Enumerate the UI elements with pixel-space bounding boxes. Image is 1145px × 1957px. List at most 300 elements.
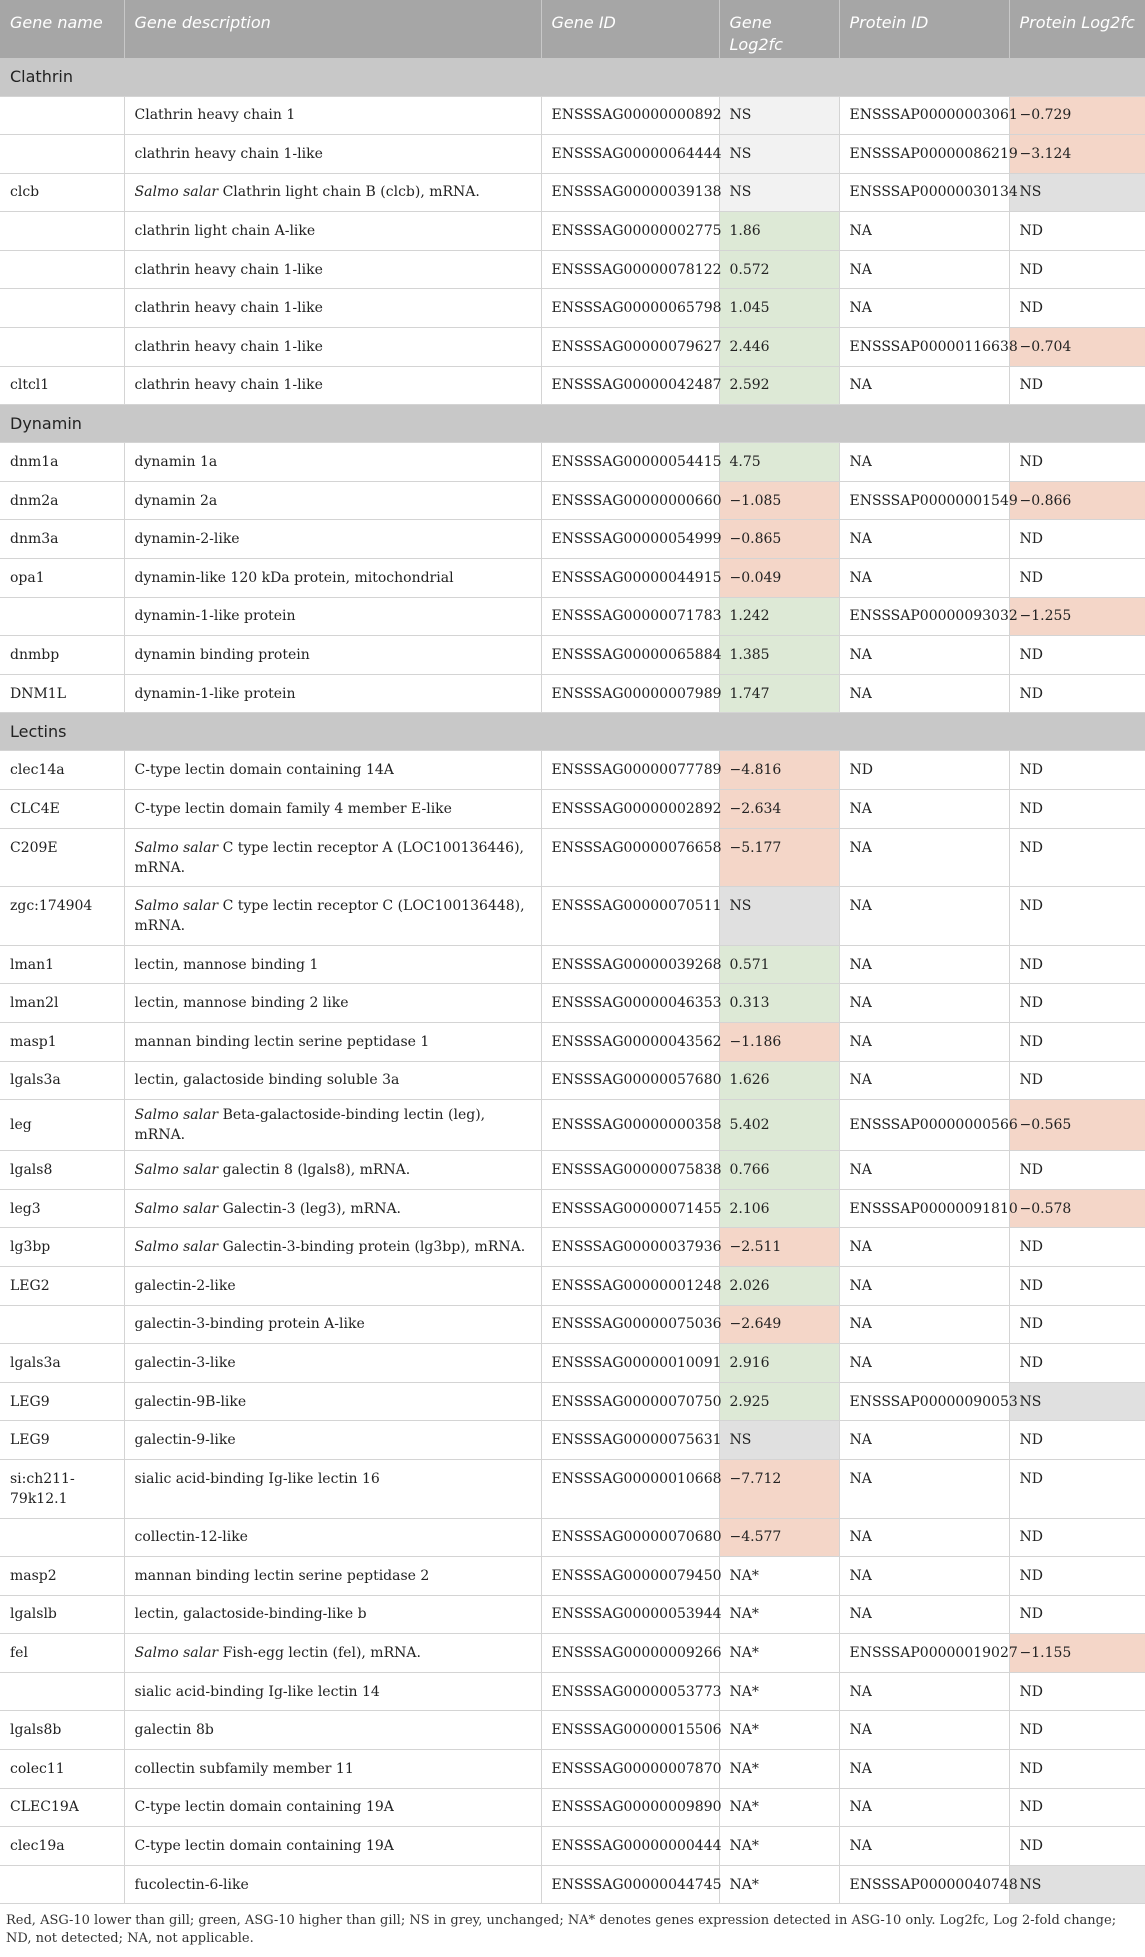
protein-id-cell: ENSSSAP00000040748 (839, 1865, 1009, 1904)
gene-log2fc-cell: 1.242 (719, 597, 839, 636)
gene-description-cell (124, 1022, 541, 1061)
protein-id-cell: NA (839, 1305, 1009, 1344)
species-name: Salmo salar (134, 898, 219, 915)
gene-id-cell: ENSSSAG00000054999 (541, 520, 719, 559)
gene-description-cell (124, 1865, 541, 1904)
gene-name-cell: dnm2a (0, 481, 124, 520)
protein-log2fc-cell: ND (1009, 443, 1145, 482)
gene-name-cell: DNM1L (0, 674, 124, 713)
header-gene-id: Gene ID (541, 0, 719, 58)
protein-log2fc-cell: ND (1009, 1022, 1145, 1061)
protein-id-cell: NA (839, 443, 1009, 482)
gene-name-cell (0, 1672, 124, 1711)
gene-log2fc-cell: 0.313 (719, 984, 839, 1023)
gene-log2fc-cell: NA* (719, 1788, 839, 1827)
table-row (0, 674, 1145, 713)
protein-id-cell: NA (839, 790, 1009, 829)
gene-description-cell (124, 1382, 541, 1421)
protein-id-cell: NA (839, 1595, 1009, 1634)
gene-description-text: lectin, galactoside binding soluble 3a (134, 1072, 400, 1089)
gene-name-cell (0, 1518, 124, 1557)
gene-description-cell (124, 1228, 541, 1267)
species-name: Salmo salar (134, 1645, 219, 1662)
protein-id-cell: ENSSSAP00000090053 (839, 1382, 1009, 1421)
table-row (0, 790, 1145, 829)
gene-name-cell: LEG2 (0, 1266, 124, 1305)
gene-description-text: dynamin 1a (134, 454, 218, 471)
gene-description-cell (124, 481, 541, 520)
protein-id-cell: NA (839, 559, 1009, 598)
table-row (0, 366, 1145, 405)
protein-id-cell: NA (839, 1459, 1009, 1518)
protein-id-cell: ND (839, 751, 1009, 790)
gene-log2fc-cell: 2.106 (719, 1189, 839, 1228)
protein-id-cell: NA (839, 674, 1009, 713)
gene-description-text: C-type lectin domain containing 19A (134, 1799, 394, 1816)
table-row (0, 1151, 1145, 1190)
gene-description-text: dynamin 2a (134, 492, 218, 509)
table-row (0, 1061, 1145, 1100)
protein-id-cell: NA (839, 984, 1009, 1023)
gene-id-cell: ENSSSAG00000065798 (541, 289, 719, 328)
gene-name-cell (0, 597, 124, 636)
gene-log2fc-cell: 1.045 (719, 289, 839, 328)
protein-log2fc-cell: ND (1009, 1595, 1145, 1634)
protein-id-cell: ENSSSAP00000030134 (839, 173, 1009, 212)
species-name: Salmo salar (134, 1107, 219, 1124)
gene-log2fc-cell: 2.592 (719, 366, 839, 405)
protein-log2fc-cell: ND (1009, 751, 1145, 790)
table-row (0, 173, 1145, 212)
gene-id-cell: ENSSSAG00000000660 (541, 481, 719, 520)
gene-description-text: galectin-3-like (134, 1354, 236, 1371)
table-row (0, 96, 1145, 135)
table-row (0, 443, 1145, 482)
gene-description-text: clathrin heavy chain 1-like (134, 261, 323, 278)
gene-name-cell: lg3bp (0, 1228, 124, 1267)
gene-log2fc-cell: 2.446 (719, 328, 839, 367)
gene-id-cell: ENSSSAG00000044745 (541, 1865, 719, 1904)
gene-description-cell (124, 1827, 541, 1866)
gene-description-text: Galectin-3-binding protein (lg3bp), mRNA. (222, 1239, 526, 1256)
table-row (0, 751, 1145, 790)
gene-log2fc-cell: −7.712 (719, 1459, 839, 1518)
gene-log2fc-cell: −1.186 (719, 1022, 839, 1061)
gene-name-cell: C209E (0, 828, 124, 887)
protein-id-cell: NA (839, 945, 1009, 984)
gene-log2fc-cell: NA* (719, 1865, 839, 1904)
gene-id-cell: ENSSSAG00000046353 (541, 984, 719, 1023)
protein-id-cell: NA (839, 366, 1009, 405)
table-row (0, 250, 1145, 289)
protein-log2fc-cell: ND (1009, 1061, 1145, 1100)
gene-name-cell: CLC4E (0, 790, 124, 829)
gene-name-cell (0, 328, 124, 367)
section-title: Lectins (0, 713, 1145, 751)
protein-log2fc-cell: ND (1009, 1750, 1145, 1789)
table-row (0, 887, 1145, 946)
table-row (0, 1344, 1145, 1383)
gene-description-cell (124, 1344, 541, 1383)
gene-name-cell: lgalslb (0, 1595, 124, 1634)
protein-id-cell: NA (839, 289, 1009, 328)
gene-name-cell: clec14a (0, 751, 124, 790)
gene-description-cell (124, 790, 541, 829)
gene-description-text: Clathrin heavy chain 1 (134, 107, 296, 124)
gene-name-cell: cltcl1 (0, 366, 124, 405)
gene-description-cell (124, 674, 541, 713)
gene-log2fc-cell: −4.816 (719, 751, 839, 790)
section-row (0, 713, 1145, 751)
gene-id-cell: ENSSSAG00000000444 (541, 1827, 719, 1866)
species-name: Salmo salar (134, 839, 219, 856)
table-row (0, 1189, 1145, 1228)
section-title: Dynamin (0, 405, 1145, 443)
protein-log2fc-cell: NS (1009, 1865, 1145, 1904)
species-name: Salmo salar (134, 184, 219, 201)
gene-description-cell (124, 212, 541, 251)
gene-description-cell (124, 1061, 541, 1100)
gene-name-cell: lgals8b (0, 1711, 124, 1750)
protein-log2fc-cell: −0.578 (1009, 1189, 1145, 1228)
gene-id-cell: ENSSSAG00000001248 (541, 1266, 719, 1305)
species-name: Salmo salar (134, 1161, 219, 1178)
table-row (0, 945, 1145, 984)
gene-id-cell: ENSSSAG00000071455 (541, 1189, 719, 1228)
header-gene-description: Gene description (124, 0, 541, 58)
gene-description-cell (124, 751, 541, 790)
gene-name-cell (0, 96, 124, 135)
gene-name-cell (0, 135, 124, 174)
protein-log2fc-cell: ND (1009, 1557, 1145, 1596)
gene-description-cell (124, 1305, 541, 1344)
table-row (0, 328, 1145, 367)
gene-name-cell: fel (0, 1634, 124, 1673)
gene-description-cell (124, 945, 541, 984)
header-protein-id: Protein ID (839, 0, 1009, 58)
gene-log2fc-cell: NA* (719, 1634, 839, 1673)
protein-log2fc-cell: ND (1009, 945, 1145, 984)
gene-id-cell: ENSSSAG00000042487 (541, 366, 719, 405)
gene-description-cell (124, 1421, 541, 1460)
protein-id-cell: NA (839, 887, 1009, 946)
gene-log2fc-cell: 2.925 (719, 1382, 839, 1421)
protein-id-cell: ENSSSAP00000019027 (839, 1634, 1009, 1673)
gene-log2fc-cell: −1.085 (719, 481, 839, 520)
gene-name-cell: dnm1a (0, 443, 124, 482)
header-gene-name: Gene name (0, 0, 124, 58)
gene-id-cell: ENSSSAG00000010668 (541, 1459, 719, 1518)
table-row (0, 828, 1145, 887)
gene-description-text: dynamin-like 120 kDa protein, mitochondrial (134, 569, 454, 586)
gene-description-cell (124, 984, 541, 1023)
protein-log2fc-cell: ND (1009, 887, 1145, 946)
section-row (0, 405, 1145, 443)
protein-id-cell: NA (839, 1750, 1009, 1789)
gene-name-cell: CLEC19A (0, 1788, 124, 1827)
gene-id-cell: ENSSSAG00000007989 (541, 674, 719, 713)
gene-name-cell: dnmbp (0, 636, 124, 675)
gene-name-cell: clec19a (0, 1827, 124, 1866)
gene-description-text: mannan binding lectin serine peptidase 2 (134, 1567, 430, 1584)
gene-name-cell: leg (0, 1100, 124, 1151)
gene-description-text: dynamin binding protein (134, 647, 310, 664)
table-row (0, 1672, 1145, 1711)
gene-description-cell (124, 1518, 541, 1557)
section-title: Clathrin (0, 58, 1145, 96)
gene-name-cell: lgals8 (0, 1151, 124, 1190)
protein-id-cell: NA (839, 828, 1009, 887)
gene-description-text: Beta-galactoside-binding lectin (leg), mRNA. (134, 1107, 486, 1144)
gene-description-text: galectin-9B-like (134, 1393, 247, 1410)
gene-description-cell (124, 597, 541, 636)
protein-log2fc-cell: ND (1009, 1266, 1145, 1305)
protein-log2fc-cell: ND (1009, 366, 1145, 405)
protein-id-cell: NA (839, 1788, 1009, 1827)
protein-id-cell: NA (839, 1266, 1009, 1305)
table-row (0, 1518, 1145, 1557)
protein-log2fc-cell: ND (1009, 520, 1145, 559)
gene-id-cell: ENSSSAG00000075036 (541, 1305, 719, 1344)
gene-log2fc-cell: −4.577 (719, 1518, 839, 1557)
gene-description-text: dynamin-1-like protein (134, 685, 296, 702)
protein-id-cell: NA (839, 1557, 1009, 1596)
section-row (0, 58, 1145, 96)
gene-id-cell: ENSSSAG00000000892 (541, 96, 719, 135)
protein-id-cell: NA (839, 250, 1009, 289)
gene-description-cell (124, 443, 541, 482)
species-name: Salmo salar (134, 1239, 219, 1256)
table-row (0, 636, 1145, 675)
gene-description-text: clathrin heavy chain 1-like (134, 377, 323, 394)
gene-description-text: galectin-3-binding protein A-like (134, 1316, 365, 1333)
gene-id-cell: ENSSSAG00000064444 (541, 135, 719, 174)
gene-id-cell: ENSSSAG00000079627 (541, 328, 719, 367)
gene-log2fc-cell: −0.865 (719, 520, 839, 559)
protein-log2fc-cell: ND (1009, 674, 1145, 713)
protein-log2fc-cell: −0.866 (1009, 481, 1145, 520)
gene-description-cell (124, 366, 541, 405)
gene-id-cell: ENSSSAG00000037936 (541, 1228, 719, 1267)
gene-id-cell: ENSSSAG00000057680 (541, 1061, 719, 1100)
header-gene-log2fc: Gene Log2fc (719, 0, 839, 58)
gene-log2fc-cell: 1.86 (719, 212, 839, 251)
gene-name-cell (0, 250, 124, 289)
gene-description-text: galectin 8 (lgals8), mRNA. (222, 1161, 411, 1178)
table-row (0, 559, 1145, 598)
protein-log2fc-cell: ND (1009, 559, 1145, 598)
gene-id-cell: ENSSSAG00000075631 (541, 1421, 719, 1460)
gene-log2fc-cell: NA* (719, 1750, 839, 1789)
protein-log2fc-cell: −0.565 (1009, 1100, 1145, 1151)
gene-description-cell (124, 1100, 541, 1151)
table-row (0, 1100, 1145, 1151)
protein-id-cell: NA (839, 1151, 1009, 1190)
table-row (0, 1266, 1145, 1305)
gene-log2fc-cell: 5.402 (719, 1100, 839, 1151)
gene-description-text: C-type lectin domain family 4 member E-like (134, 800, 452, 817)
gene-log2fc-cell: NS (719, 96, 839, 135)
protein-id-cell: NA (839, 520, 1009, 559)
gene-description-text: clathrin light chain A-like (134, 223, 316, 240)
gene-description-text: dynamin-1-like protein (134, 608, 296, 625)
gene-name-cell: zgc:174904 (0, 887, 124, 946)
gene-description-cell (124, 1189, 541, 1228)
gene-log2fc-cell: NS (719, 173, 839, 212)
gene-log2fc-cell: 1.626 (719, 1061, 839, 1100)
protein-log2fc-cell: −3.124 (1009, 135, 1145, 174)
gene-log2fc-cell: NA* (719, 1595, 839, 1634)
gene-id-cell: ENSSSAG00000075838 (541, 1151, 719, 1190)
protein-id-cell: ENSSSAP00000091810 (839, 1189, 1009, 1228)
gene-description-text: collectin subfamily member 11 (134, 1760, 354, 1777)
gene-description-cell (124, 135, 541, 174)
table-row (0, 1595, 1145, 1634)
gene-name-cell: si:ch211-79k12.1 (0, 1459, 124, 1518)
protein-log2fc-cell: ND (1009, 1711, 1145, 1750)
table-row (0, 597, 1145, 636)
table-row (0, 289, 1145, 328)
gene-description-cell (124, 636, 541, 675)
gene-name-cell: lgals3a (0, 1344, 124, 1383)
table-row (0, 1865, 1145, 1904)
gene-description-text: C type lectin receptor C (LOC100136448), mRNA. (134, 898, 525, 935)
table-row (0, 135, 1145, 174)
gene-log2fc-cell: 0.766 (719, 1151, 839, 1190)
protein-log2fc-cell: ND (1009, 790, 1145, 829)
gene-id-cell: ENSSSAG00000009266 (541, 1634, 719, 1673)
gene-name-cell: lman1 (0, 945, 124, 984)
protein-log2fc-cell: ND (1009, 1827, 1145, 1866)
gene-description-text: dynamin-2-like (134, 531, 240, 548)
protein-log2fc-cell: ND (1009, 250, 1145, 289)
protein-log2fc-cell: −0.704 (1009, 328, 1145, 367)
protein-log2fc-cell: ND (1009, 212, 1145, 251)
protein-log2fc-cell: ND (1009, 1228, 1145, 1267)
gene-id-cell: ENSSSAG00000010091 (541, 1344, 719, 1383)
gene-description-text: Galectin-3 (leg3), mRNA. (222, 1200, 402, 1217)
table-row (0, 1382, 1145, 1421)
gene-id-cell: ENSSSAG00000007870 (541, 1750, 719, 1789)
gene-description-text: clathrin heavy chain 1-like (134, 338, 323, 355)
gene-description-cell (124, 1151, 541, 1190)
gene-log2fc-cell: −0.049 (719, 559, 839, 598)
gene-log2fc-cell: 2.026 (719, 1266, 839, 1305)
gene-description-text: C-type lectin domain containing 19A (134, 1838, 394, 1855)
gene-name-cell (0, 1305, 124, 1344)
gene-description-cell (124, 828, 541, 887)
gene-id-cell: ENSSSAG00000043562 (541, 1022, 719, 1061)
gene-id-cell: ENSSSAG00000039268 (541, 945, 719, 984)
table-row (0, 1634, 1145, 1673)
gene-log2fc-cell: −2.511 (719, 1228, 839, 1267)
protein-log2fc-cell: ND (1009, 1344, 1145, 1383)
protein-id-cell: NA (839, 1827, 1009, 1866)
gene-description-text: C-type lectin domain containing 14A (134, 762, 394, 779)
gene-log2fc-cell: NA* (719, 1711, 839, 1750)
gene-description-cell (124, 1634, 541, 1673)
table-row (0, 1022, 1145, 1061)
gene-description-cell (124, 96, 541, 135)
gene-description-text: clathrin heavy chain 1-like (134, 145, 323, 162)
protein-id-cell: NA (839, 1228, 1009, 1267)
gene-id-cell: ENSSSAG00000070750 (541, 1382, 719, 1421)
protein-id-cell: NA (839, 1344, 1009, 1383)
protein-log2fc-cell: ND (1009, 828, 1145, 887)
gene-log2fc-cell: 1.747 (719, 674, 839, 713)
table-row (0, 1421, 1145, 1460)
table-row (0, 1228, 1145, 1267)
gene-description-text: Clathrin light chain B (clcb), mRNA. (222, 184, 480, 201)
protein-id-cell: NA (839, 1022, 1009, 1061)
gene-name-cell: LEG9 (0, 1382, 124, 1421)
protein-log2fc-cell: ND (1009, 636, 1145, 675)
protein-log2fc-cell: ND (1009, 1788, 1145, 1827)
protein-id-cell: ENSSSAP00000116638 (839, 328, 1009, 367)
gene-description-text: lectin, galactoside-binding-like b (134, 1606, 367, 1623)
protein-log2fc-cell: ND (1009, 1518, 1145, 1557)
protein-log2fc-cell: ND (1009, 984, 1145, 1023)
gene-log2fc-cell: 2.916 (719, 1344, 839, 1383)
gene-id-cell: ENSSSAG00000071783 (541, 597, 719, 636)
gene-description-cell (124, 173, 541, 212)
table-header (0, 0, 1145, 58)
gene-description-cell (124, 289, 541, 328)
table-footnote: Red, ASG-10 lower than gill; green, ASG-10 higher than gill; NS in grey, unchanged; NA* denotes genes expression detected in ASG-10 only. Log2fc, Log 2-fold change; ND, not detected; NA, not applicable. (6, 1913, 1117, 1947)
gene-id-cell: ENSSSAG00000053773 (541, 1672, 719, 1711)
gene-log2fc-cell: −2.634 (719, 790, 839, 829)
protein-id-cell: NA (839, 212, 1009, 251)
gene-name-cell: masp1 (0, 1022, 124, 1061)
gene-name-cell: colec11 (0, 1750, 124, 1789)
gene-description-cell (124, 1266, 541, 1305)
gene-description-text: sialic acid-binding Ig-like lectin 14 (134, 1683, 380, 1700)
gene-log2fc-cell: 1.385 (719, 636, 839, 675)
gene-description-text: galectin-9-like (134, 1432, 236, 1449)
table-row (0, 1750, 1145, 1789)
table-row (0, 1305, 1145, 1344)
table-row (0, 1711, 1145, 1750)
gene-name-cell: dnm3a (0, 520, 124, 559)
protein-log2fc-cell: ND (1009, 289, 1145, 328)
protein-log2fc-cell: −0.729 (1009, 96, 1145, 135)
gene-log2fc-cell: NS (719, 1421, 839, 1460)
gene-id-cell: ENSSSAG00000070680 (541, 1518, 719, 1557)
protein-id-cell: NA (839, 636, 1009, 675)
protein-id-cell: ENSSSAP00000001549 (839, 481, 1009, 520)
gene-log2fc-cell: NA* (719, 1672, 839, 1711)
gene-log2fc-cell: 4.75 (719, 443, 839, 482)
gene-name-cell: lman2l (0, 984, 124, 1023)
protein-id-cell: ENSSSAP00000003061 (839, 96, 1009, 135)
gene-log2fc-cell: −5.177 (719, 828, 839, 887)
gene-description-cell (124, 1557, 541, 1596)
gene-description-cell (124, 1459, 541, 1518)
gene-log2fc-cell: NA* (719, 1827, 839, 1866)
gene-description-cell (124, 328, 541, 367)
protein-log2fc-cell: ND (1009, 1151, 1145, 1190)
gene-description-cell (124, 1788, 541, 1827)
gene-description-cell (124, 559, 541, 598)
gene-description-cell (124, 1711, 541, 1750)
protein-log2fc-cell: −1.155 (1009, 1634, 1145, 1673)
gene-id-cell: ENSSSAG00000053944 (541, 1595, 719, 1634)
gene-name-cell: LEG9 (0, 1421, 124, 1460)
species-name: Salmo salar (134, 1200, 219, 1217)
gene-description-cell (124, 1750, 541, 1789)
gene-id-cell: ENSSSAG00000039138 (541, 173, 719, 212)
protein-id-cell: ENSSSAP00000000566 (839, 1100, 1009, 1151)
